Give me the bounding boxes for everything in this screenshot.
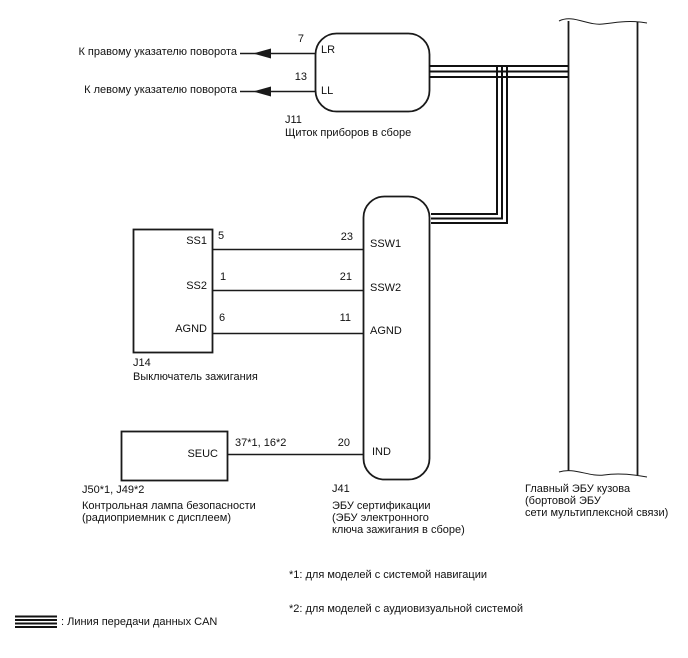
body-ecu-name-line3: сети мультиплексной связи): [525, 507, 669, 519]
j41-name-line3: ключа зажигания в сборе): [332, 524, 465, 536]
j11-pin7-number: 7: [297, 33, 304, 45]
j41-pin-ind-label: IND: [372, 446, 391, 458]
body-ecu-name-line1: Главный ЭБУ кузова: [525, 483, 631, 495]
can-legend-symbol-icon: [15, 616, 57, 629]
footnote-2: *2: для моделей с аудиовизуальной системой: [289, 603, 524, 615]
j11-pin-ll-label: LL: [321, 85, 334, 97]
j41-pin20-number: 20: [337, 437, 350, 449]
j41-id: J41: [332, 483, 350, 495]
body-ecu-name-line2: (бортовой ЭБУ: [525, 495, 601, 507]
busbar-torn-top-edge: [559, 19, 647, 24]
j11-name: Щиток приборов в сборе: [285, 127, 412, 139]
seuc-pin-label: SEUC: [187, 448, 218, 460]
seuc-id: J50*1, J49*2: [82, 484, 145, 496]
j41-pin21-number: 21: [339, 271, 352, 283]
can-legend-label: : Линия передачи данных CAN: [61, 616, 218, 628]
j41-pin11-number: 11: [339, 312, 351, 324]
j14-pin-ss1-label: SS1: [186, 235, 207, 247]
j14-pin5-number: 5: [218, 230, 225, 242]
can-bus-lines: [429, 66, 568, 223]
j41-name-line1: ЭБУ сертификации: [332, 500, 431, 512]
j41-pin-ssw1-label: SSW1: [370, 238, 402, 250]
footnote-1: *1: для моделей с системой навигации: [289, 569, 487, 581]
j41-pin-ssw2-label: SSW2: [370, 282, 402, 294]
j14-pin1-number: 1: [220, 271, 227, 283]
left-turn-signal-label: К левому указателю поворота: [84, 84, 237, 96]
j11-pin13-number: 13: [294, 71, 307, 83]
seuc-pin-number: 37*1, 16*2: [235, 437, 287, 449]
j14-id: J14: [133, 357, 151, 369]
can-branch-line-1: [431, 66, 497, 214]
j41-name-line2: (ЭБУ электронного: [332, 512, 429, 524]
j14-pin6-number: 6: [219, 312, 226, 324]
arrowhead-left-turn-icon: [253, 87, 271, 97]
j14-pin-agnd-label: AGND: [175, 323, 207, 335]
j11-id: J11: [285, 114, 302, 126]
seuc-name-line2: (радиоприемник с дисплеем): [82, 512, 232, 524]
j11-pin-lr-label: LR: [321, 44, 336, 56]
can-branch-line-3: [431, 66, 507, 223]
j41-pin-agnd-label: AGND: [370, 325, 402, 337]
arrowhead-right-turn-icon: [253, 49, 271, 59]
can-branch-line-2: [431, 66, 502, 219]
right-turn-signal-label: К правому указателю поворота: [78, 46, 237, 58]
j14-name: Выключатель зажигания: [133, 371, 258, 383]
seuc-name-line1: Контрольная лампа безопасности: [82, 500, 256, 512]
j41-pin23-number: 23: [340, 231, 353, 243]
body-ecu-busbar: [559, 19, 647, 477]
j14-pin-ss2-label: SS2: [186, 280, 207, 292]
busbar-torn-bottom-edge: [559, 471, 647, 477]
